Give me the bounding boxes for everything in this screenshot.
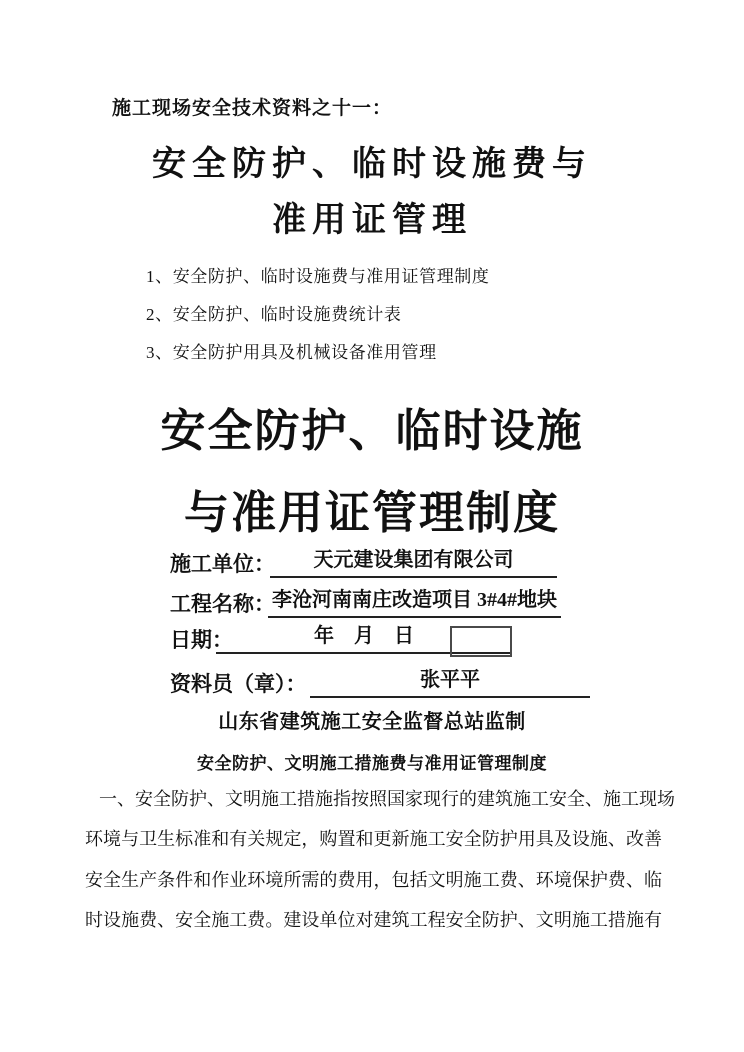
form-row-construction-unit [170,548,557,578]
construction-unit-label: 施工单位： [170,552,275,576]
main-title-line-2: 与准用证管理制度 [183,488,560,538]
body-line-2: 环境与卫生标准和有关规定，购置和更新施工安全防护用具及设施、改善 [85,829,662,849]
clerk-label: 资料员（章）： [170,672,307,696]
doc-series-label: 施工现场安全技术资料之十一： [112,98,393,119]
project-name-label: 工程名称： [170,592,275,616]
form-row-date [170,624,512,654]
issuer-line: 山东省建筑施工安全监督总站监制 [218,711,526,733]
form-row-project-name [170,588,561,618]
cover-title-line-2: 准用证管理 [272,202,472,239]
toc-item-3: 3、安全防护用具及机械设备准用管理 [146,343,437,362]
construction-unit-field [270,546,557,578]
body-line-4: 时设施费、安全施工费。建设单位对建筑工程安全防护、文明施工措施有 [85,910,662,930]
project-name-field [268,586,561,618]
main-title-line-1: 安全防护、临时设施 [160,406,584,456]
clerk-field [310,666,590,698]
date-label: 日期： [170,628,233,652]
clerk-value: 张平平 [420,669,480,691]
section-heading: 安全防护、文明施工措施费与准用证管理制度 [197,754,547,773]
project-name-value: 李沧河南南庄改造项目 3#4#地块 [272,589,557,611]
toc-item-2: 2、安全防护、临时设施费统计表 [146,305,402,324]
body-line-3: 安全生产条件和作业环境所需的费用，包括文明施工费、环境保护费、临 [85,870,662,890]
date-stamp-box [450,626,512,657]
date-value: 年 月 日 [314,625,414,647]
form-row-clerk [170,668,590,698]
date-field [216,622,512,654]
body-line-1: 一、安全防护、文明施工措施指按照国家现行的建筑施工安全、施工现场 [99,789,675,809]
cover-title-line-1: 安全防护、临时设施费与 [152,146,592,183]
toc-item-1: 1、安全防护、临时设施费与准用证管理制度 [146,267,490,286]
construction-unit-value: 天元建设集团有限公司 [313,549,514,571]
